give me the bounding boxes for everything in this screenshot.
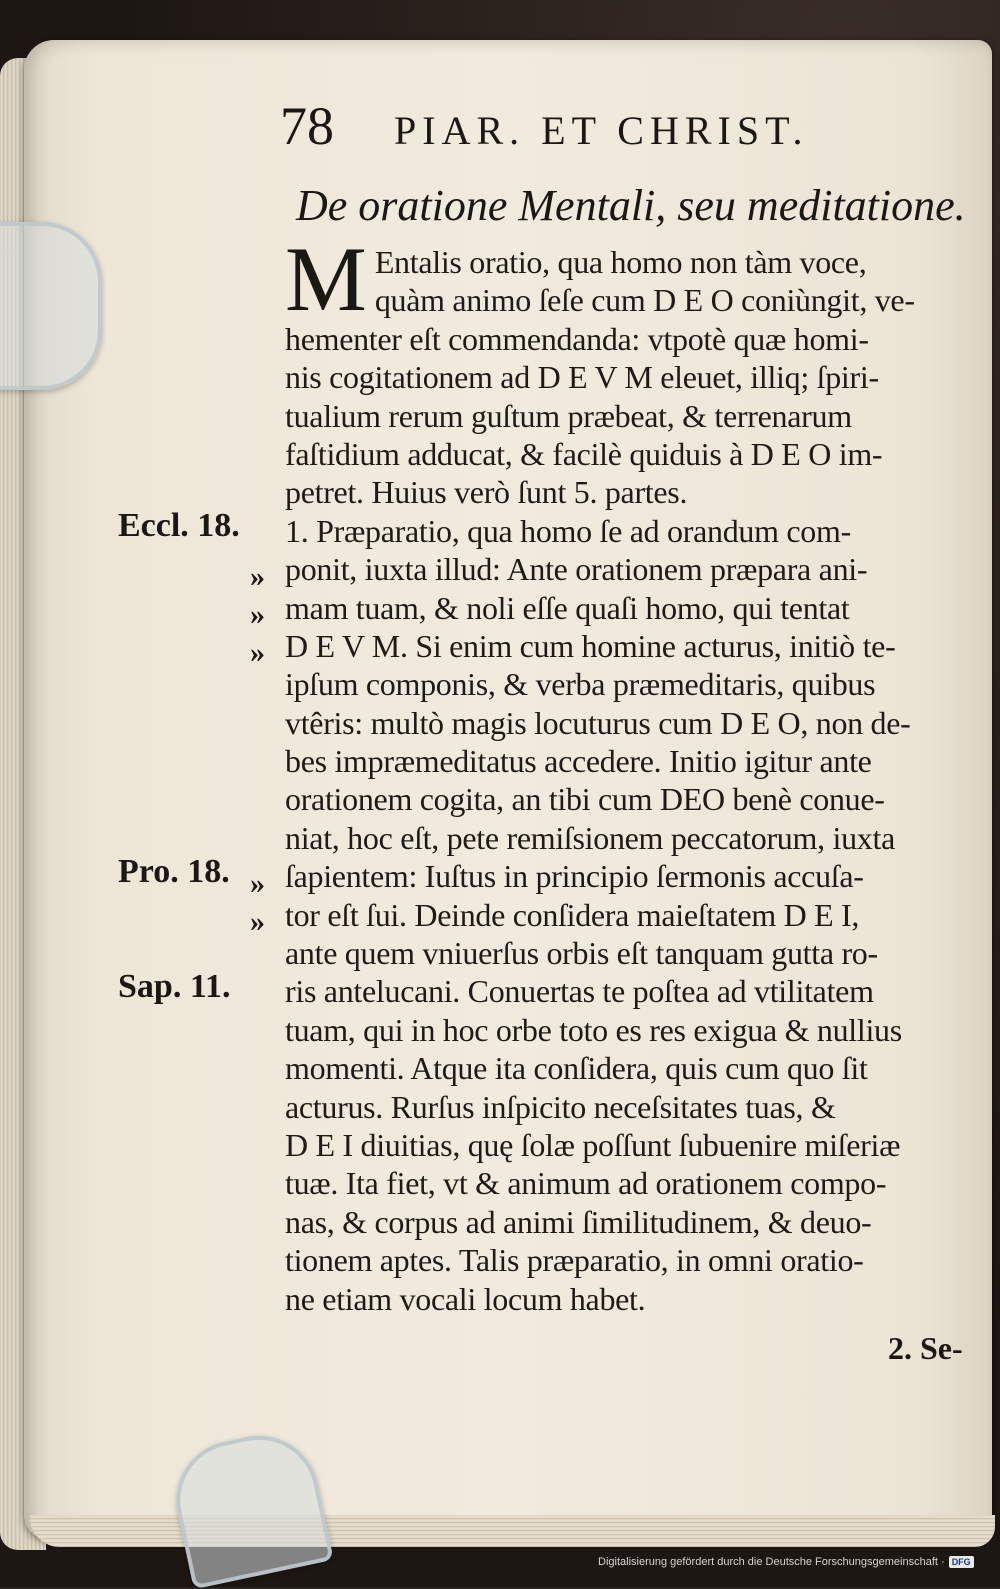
text-line: tualium rerum guſtum præbeat, & terrenarum [285,397,852,434]
quote-mark: » [250,560,265,593]
text-line: D E V M. Si enim cum homine acturus, initiò te- [285,627,896,664]
text-line: Entalis oratio, qua homo non tàm voce, [374,244,867,280]
digitization-credit [598,1552,998,1572]
credit-text: Digitalisierung gefördert durch die Deutsche Forschungsgemeinschaft · [598,1556,945,1568]
quote-mark: » [250,636,265,669]
text-line: ris antelucani. Conuertas te poſtea ad vtilitatem [285,973,874,1010]
running-title: PIAR. ET CHRIST. [394,108,809,153]
text-line: hementer eſt commendanda: vtpotè quæ homi- [285,320,869,357]
text-line: faſtidium adducat, & facilè quiduis à D E O im- [285,435,883,472]
text-line: mam tuam, & noli eſſe quaſi homo, qui tentat [285,589,850,626]
text-line: ipſum componis, & verba præmeditaris, quibus [285,666,876,703]
text-line: bes impræmeditatus accedere. Initio igitur ante [285,743,872,780]
margin-note-eccl: Eccl. 18. [118,507,240,544]
quote-mark: » [250,867,265,900]
page-clip-left [0,222,102,390]
catchword: 2. Se- [888,1330,963,1366]
text-line: nas, & corpus ad animi ſimilitudinem, & deuo- [285,1203,872,1240]
text-line: quàm animo ſeſe cum D E O coniùngit, ve- [374,282,915,319]
drop-cap: M [285,228,367,330]
text-line: tuæ. Ita fiet, vt & animum ad orationem compo- [285,1165,887,1202]
body-text [285,228,975,1318]
text-line: niat, hoc eſt, pete remiſsionem peccatorum, iuxta [285,819,895,856]
dfg-logo: DFG [949,1556,974,1568]
book-bottom-edge [30,1515,995,1547]
margin-note-sap: Sap. 11. [118,968,231,1005]
text-line: petret. Huius verò ſunt 5. partes. [285,474,688,511]
text-line: D E I diuitias, quę ſolæ poſſunt ſubuenire miſeriæ [285,1126,901,1163]
text-line: nis cogitationem ad D E V M eleuet, illiq; ſpiri- [285,359,879,396]
page-number: 78 [280,96,334,156]
text-line: ne etiam vocali locum habet. [285,1280,646,1317]
text-line: orationem cogita, an tibi cum DEO benè conue- [285,781,885,818]
quote-mark: » [250,598,265,631]
page-header [280,95,920,165]
text-line: momenti. Atque ita conſidera, quis cum quo ſit [285,1050,868,1087]
text-line: acturus. Rurſus inſpicito neceſsitates tuas, & [285,1088,836,1125]
text-line: ſapientem: Iuſtus in principio ſermonis accuſa- [285,858,864,895]
text-line: tuam, qui in hoc orbe toto es res exigua & nullius [285,1011,902,1048]
text-line: vtêris: multò magis locuturus cum D E O, non de- [285,704,911,741]
text-line: tionem aptes. Talis præparatio, in omni oratio- [285,1242,864,1279]
section-heading: De oratione Mentali, seu meditatione. [296,181,966,230]
text-line: tor eſt ſui. Deinde conſidera maieſtatem D E I, [285,896,860,933]
quote-mark: » [250,905,265,938]
margin-note-pro: Pro. 18. [118,853,230,890]
text-line: ponit, iuxta illud: Ante orationem præpara ani- [285,551,868,588]
text-line: ante quem vniuerſus orbis eſt tanquam gutta ro- [285,935,878,972]
text-line: 1. Præparatio, qua homo ſe ad orandum com- [285,512,851,549]
